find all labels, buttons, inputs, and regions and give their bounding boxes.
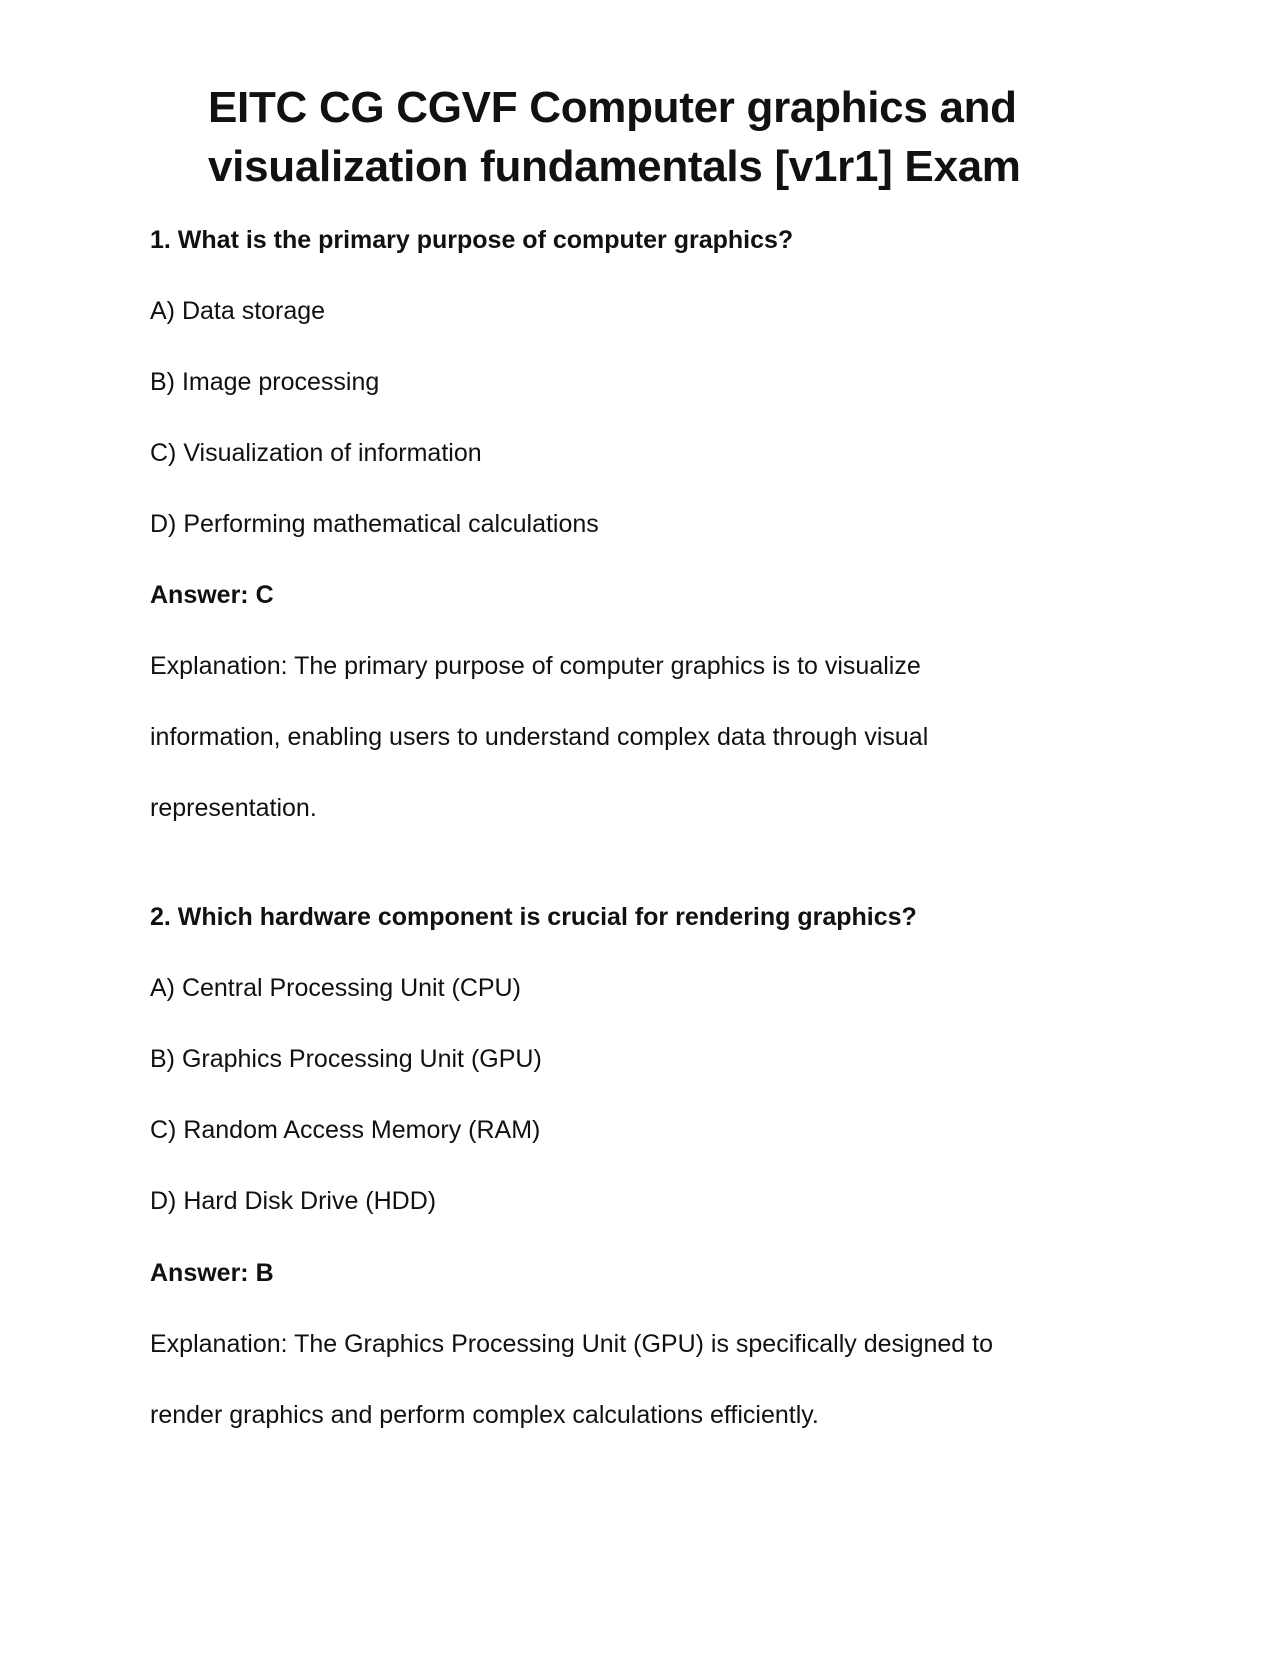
question-2-option-a: A) Central Processing Unit (CPU) <box>150 974 521 1002</box>
question-2-option-c: C) Random Access Memory (RAM) <box>150 1116 541 1144</box>
question-2-option-d: D) Hard Disk Drive (HDD) <box>150 1187 437 1215</box>
question-1-text: 1. What is the primary purpose of computer graphics? <box>150 226 794 254</box>
question-1-option-a: A) Data storage <box>150 297 326 325</box>
document-title-line-2: visualization fundamentals [v1r1] Exam <box>208 142 1021 191</box>
question-1-option-b: B) Image processing <box>150 368 380 396</box>
question-1-option-c: C) Visualization of information <box>150 439 482 467</box>
question-2-explanation-line-1: Explanation: The Graphics Processing Unit (GPU) is specifically designed to <box>150 1330 993 1358</box>
question-2-explanation-line-2: render graphics and perform complex calculations efficiently. <box>150 1401 819 1429</box>
question-2-answer: Answer: B <box>150 1259 274 1287</box>
question-1-explanation-line-2: information, enabling users to understand complex data through visual <box>150 723 929 751</box>
question-1-option-d: D) Performing mathematical calculations <box>150 510 599 538</box>
question-1-explanation-line-1: Explanation: The primary purpose of computer graphics is to visualize <box>150 652 921 680</box>
question-2-text: 2. Which hardware component is crucial for rendering graphics? <box>150 903 917 931</box>
document-title <box>208 78 1108 196</box>
question-1-answer: Answer: C <box>150 581 274 609</box>
question-2-option-b: B) Graphics Processing Unit (GPU) <box>150 1045 542 1073</box>
document-title-line-1: EITC CG CGVF Computer graphics and <box>208 83 1017 132</box>
question-1-explanation-line-3: representation. <box>150 794 317 822</box>
